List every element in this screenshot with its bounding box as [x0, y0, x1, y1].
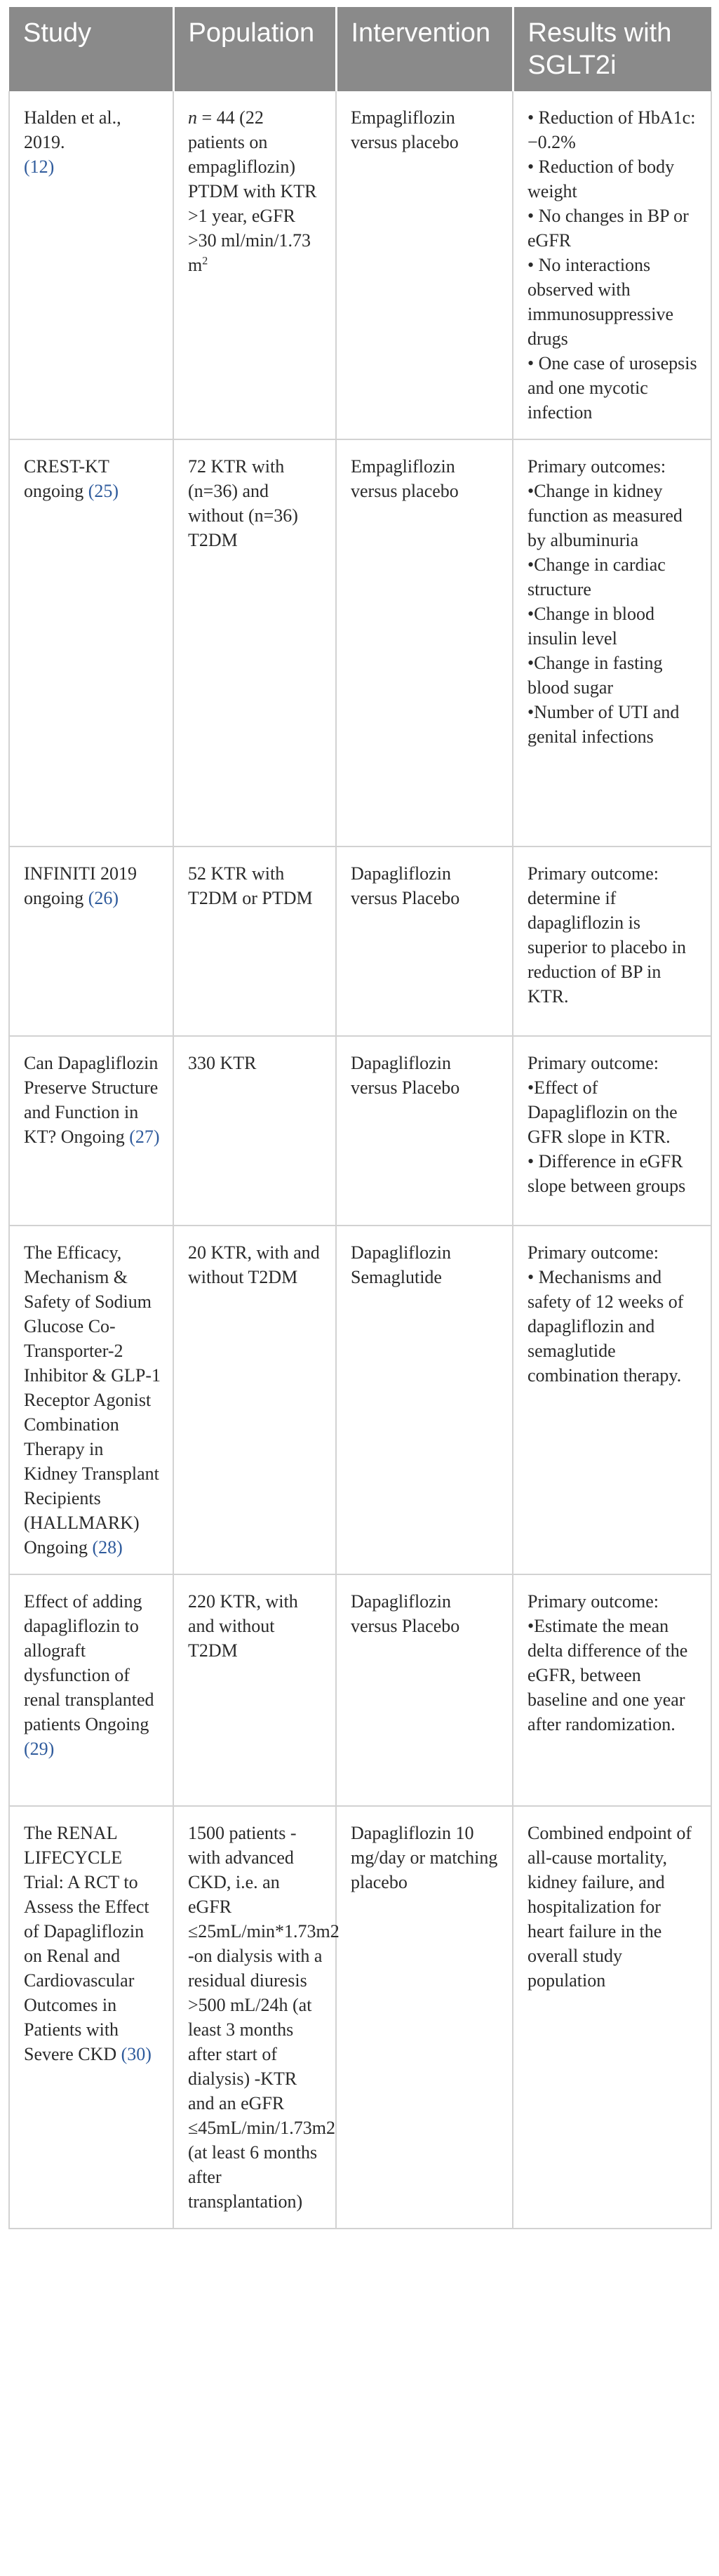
result-item: • No interactions observed with immunosuppressive drugs — [528, 255, 673, 349]
intervention-cell: Dapagliflozin versus Placebo — [336, 847, 513, 1036]
header-results: Results with SGLT2i — [513, 7, 711, 91]
citation-link[interactable]: (30) — [121, 2044, 152, 2064]
citation-link[interactable]: (25) — [88, 481, 119, 501]
result-item: • No changes in BP or eGFR — [528, 206, 689, 251]
results-cell — [513, 1806, 711, 2229]
result-item: •Change in kidney function as measured by albuminuria — [528, 481, 683, 550]
table-row — [9, 439, 711, 847]
result-item: Primary outcome: — [528, 1053, 659, 1073]
sglt2i-studies-table — [8, 7, 712, 2229]
population-cell: 20 KTR, with and without T2DM — [173, 1226, 336, 1574]
results-cell — [513, 1226, 711, 1574]
result-item: •Change in fasting blood sugar — [528, 653, 663, 698]
study-name: INFINITI 2019 ongoing — [24, 863, 137, 908]
result-item: Combined endpoint of all-cause mortality, kidney failure, and hospitalization for heart failure in the overall study population — [528, 1823, 692, 1991]
study-name: CREST-KT ongoing — [24, 456, 109, 501]
intervention-cell: Dapagliflozin Semaglutide — [336, 1226, 513, 1574]
result-item: •Change in cardiac structure — [528, 555, 666, 599]
study-cell — [9, 1806, 173, 2229]
result-item: Primary outcome: — [528, 1591, 659, 1612]
population-cell: 330 KTR — [173, 1036, 336, 1226]
table-row — [9, 847, 711, 1036]
study-name: Halden et al., 2019. — [24, 107, 121, 152]
study-name: Effect of adding dapagliflozin to allograft dysfunction of renal transplanted patients Ongoing — [24, 1591, 154, 1734]
results-cell — [513, 439, 711, 847]
study-cell — [9, 91, 173, 439]
table-row — [9, 91, 711, 439]
intervention-cell: Dapagliflozin versus Placebo — [336, 1036, 513, 1226]
study-cell — [9, 847, 173, 1036]
result-item: • Mechanisms and safety of 12 weeks of dapagliflozin and semaglutide combination therapy. — [528, 1267, 684, 1386]
header-population: Population — [173, 7, 336, 91]
result-item: •Number of UTI and genital infections — [528, 702, 680, 747]
intervention-cell: Empagliflozin versus placebo — [336, 91, 513, 439]
results-cell — [513, 1036, 711, 1226]
result-item: •Estimate the mean delta difference of the eGFR, between baseline and one year after randomization. — [528, 1616, 688, 1734]
population-cell: 72 KTR with (n=36) and without (n=36) T2DM — [173, 439, 336, 847]
intervention-cell: Dapagliflozin versus Placebo — [336, 1574, 513, 1806]
result-item: • Reduction of HbA1c: −0.2% — [528, 107, 696, 152]
result-item: • Difference in eGFR slope between groups — [528, 1151, 686, 1196]
study-name: The RENAL LIFECYCLE Trial: A RCT to Assess the Effect of Dapagliflozin on Renal and Cardiovascular Outcomes in Patients with Severe CKD — [24, 1823, 149, 2064]
citation-link[interactable]: (27) — [129, 1127, 160, 1147]
header-intervention: Intervention — [336, 7, 513, 91]
study-cell — [9, 1574, 173, 1806]
citation-link[interactable]: (26) — [88, 888, 119, 908]
population-n: n — [188, 107, 197, 128]
study-cell — [9, 439, 173, 847]
population-cell — [173, 91, 336, 439]
result-item: • One case of urosepsis and one mycotic infection — [528, 353, 697, 423]
citation-link[interactable]: (28) — [92, 1537, 123, 1558]
study-name: Can Dapagliflozin Preserve Structure and Function in KT? Ongoing — [24, 1053, 159, 1147]
table-header — [9, 7, 711, 91]
result-item: • Reduction of body weight — [528, 157, 675, 201]
population-sup: 2 — [202, 255, 208, 267]
result-item: •Effect of Dapagliflozin on the GFR slope in KTR. — [528, 1077, 678, 1147]
population-cell: 220 KTR, with and without T2DM — [173, 1574, 336, 1806]
result-item: •Change in blood insulin level — [528, 604, 654, 649]
study-cell — [9, 1036, 173, 1226]
population-cell: 1500 patients -with advanced CKD, i.e. an eGFR ≤25mL/min*1.73m2 -on dialysis with a residual diuresis >500 mL/24h (at least 3 months after start of dialysis) -KTR and an eGFR ≤45mL/min/1.73m2 (at least 6 months after transplantation) — [173, 1806, 336, 2229]
result-item: Primary outcome: determine if dapagliflozin is superior to placebo in reduction of BP in KTR. — [528, 863, 686, 1007]
header-study: Study — [9, 7, 173, 91]
population-text: = 44 (22 patients on empagliflozin) PTDM with KTR >1 year, eGFR >30 ml/min/1.73 m — [188, 107, 317, 275]
intervention-cell: Empagliflozin versus placebo — [336, 439, 513, 847]
results-cell — [513, 1574, 711, 1806]
citation-link[interactable]: (29) — [24, 1739, 55, 1759]
table-row — [9, 1574, 711, 1806]
study-cell — [9, 1226, 173, 1574]
result-item: Primary outcome: — [528, 1242, 659, 1263]
result-item: Primary outcomes: — [528, 456, 666, 477]
table-row — [9, 1036, 711, 1226]
results-cell — [513, 847, 711, 1036]
population-cell: 52 KTR with T2DM or PTDM — [173, 847, 336, 1036]
intervention-cell: Dapagliflozin 10 mg/day or matching placebo — [336, 1806, 513, 2229]
table-row — [9, 1806, 711, 2229]
citation-link[interactable]: (12) — [24, 157, 55, 177]
results-cell — [513, 91, 711, 439]
table-row — [9, 1226, 711, 1574]
study-name: The Efficacy, Mechanism & Safety of Sodium Glucose Co-Transporter-2 Inhibitor & GLP-1 Receptor Agonist Combination Therapy in Kidney Transplant Recipients (HALLMARK) Ongoing — [24, 1242, 161, 1558]
